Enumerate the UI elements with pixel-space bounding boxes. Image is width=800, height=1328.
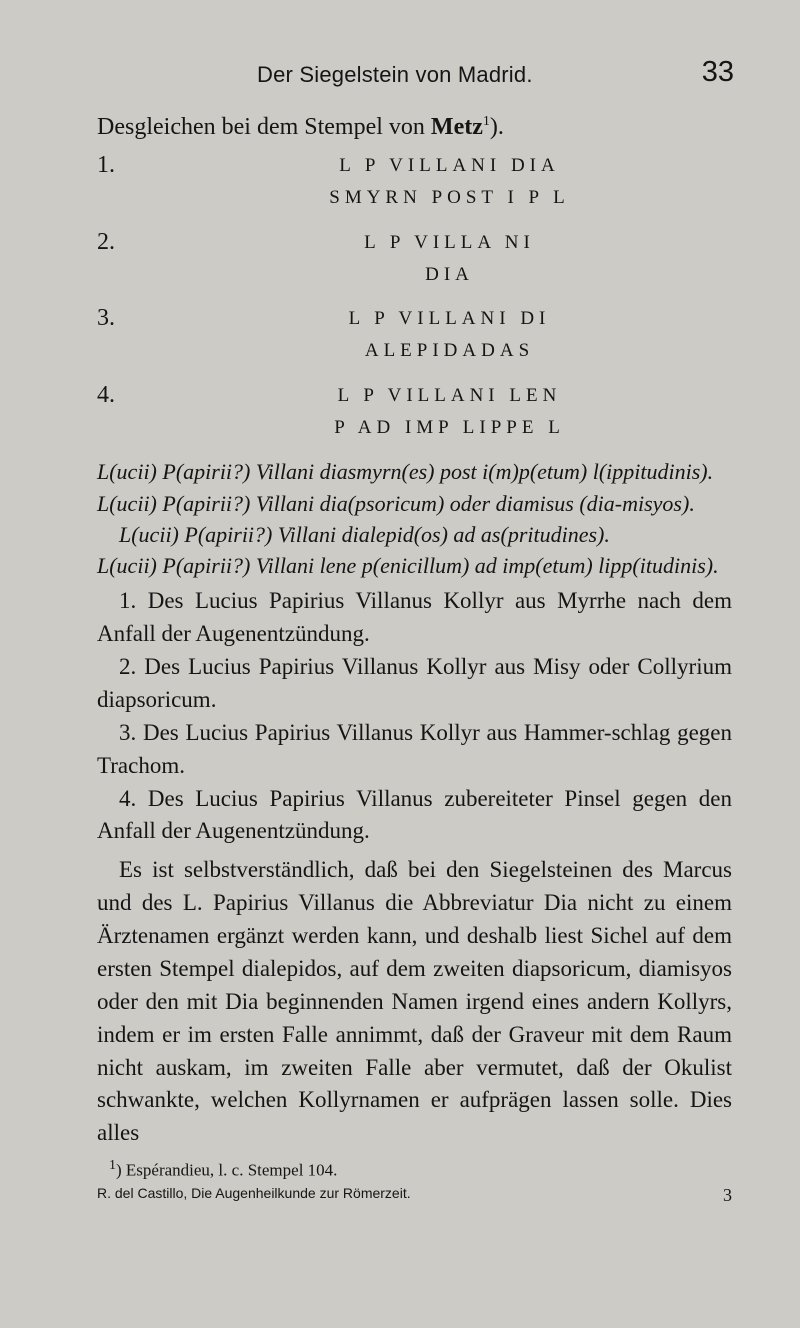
page-number: 33 xyxy=(701,56,734,88)
stamp-inscription-line: L P VILLANI DI xyxy=(348,308,551,330)
header-title: Der Siegelstein von Madrid. xyxy=(257,62,533,87)
translation-item: 3. Des Lucius Papirius Villanus Kollyr aus Hammer-schlag gegen Trachom. xyxy=(97,719,732,778)
footnote xyxy=(97,1158,732,1181)
latin-reading: L(ucii) P(apirii?) Villani diasmyrn(es) post i(m)p(etum) l(ippitudinis). xyxy=(97,459,714,485)
intro-bold-place: Metz xyxy=(430,114,483,140)
stamp-item xyxy=(97,150,732,215)
latin-reading: L(ucii) P(apirii?) Villani dia(psoricum) oder diamisus (dia-misyos). xyxy=(97,490,695,516)
stamp-number: 2. xyxy=(97,228,115,255)
running-header xyxy=(97,52,732,102)
stamp-inscription-line: ALEPIDADAS xyxy=(364,340,535,362)
stamp-inscription-line: L P VILLANI DIA xyxy=(339,155,560,176)
stamp-item xyxy=(97,380,732,445)
footer-imprint: R. del Castillo, Die Augenheilkunde zur Römerzeit. xyxy=(97,1184,411,1201)
stamp-inscription-line: L P VILLA NI xyxy=(364,231,535,253)
latin-readings xyxy=(97,456,732,581)
translation-item: 4. Des Lucius Papirius Villanus zubereiteter Pinsel gegen den Anfall der Augenentzündung. xyxy=(97,785,732,844)
stamp-item xyxy=(97,227,732,292)
stamp-list xyxy=(97,150,732,444)
signature-mark: 3 xyxy=(723,1184,732,1205)
stamp-number: 1. xyxy=(97,152,115,178)
footnote-mark: 1 xyxy=(109,1158,116,1174)
stamp-inscription-line: DIA xyxy=(425,263,474,285)
stamp-inscription-line: P AD IMP LIPPE L xyxy=(334,417,565,439)
latin-reading: L(ucii) P(apirii?) Villani dialepid(os) ad as(pritudines). xyxy=(119,521,610,547)
body-paragraph: Es ist selbstverständlich, daß bei den Siegelsteinen des Marcus und des L. Papirius Villanus die Abbreviatur Dia nicht zu einem Ärztenamen ergänzt werden kann, und deshalb liest Sichel auf dem ersten Stempel dialepidos, auf dem zweiten diapsoricum, diamisyos oder den mit Dia beginnenden Namen irgend eines andern Kollyrs, indem er im ersten Falle annimmt, daß der Graveur mit dem Raum nicht auskam, im zweiten Falle aber vermutet, daß der Okulist schwankte, welchen Kollyrnamen er aufprägen lassen solle. Dies alles xyxy=(97,857,732,1146)
intro-after: ). xyxy=(489,114,504,140)
translation-item: 2. Des Lucius Papirius Villanus Kollyr aus Misy oder Collyrium diapsoricum. xyxy=(97,654,732,712)
stamp-number: 4. xyxy=(97,381,115,408)
stamp-number: 3. xyxy=(97,305,115,332)
stamp-item xyxy=(97,303,732,368)
footnote-text: ) Espérandieu, l. c. Stempel 104. xyxy=(116,1160,338,1180)
german-translations xyxy=(97,585,732,848)
intro-text: Desgleichen bei dem Stempel von xyxy=(97,114,431,140)
footnote-reference: 1 xyxy=(482,114,490,129)
translation-item: 1. Des Lucius Papirius Villanus Kollyr aus Myrrhe nach dem Anfall der Augenentzündung. xyxy=(97,588,732,647)
stamp-inscription-line: L P VILLANI LEN xyxy=(337,384,562,406)
latin-reading: L(ucii) P(apirii?) Villani lene p(enicillum) ad imp(etum) lipp(itudinis). xyxy=(97,553,719,579)
intro-line xyxy=(97,112,732,142)
page-footer xyxy=(97,1184,732,1205)
stamp-inscription-line: SMYRN POST I P L xyxy=(329,187,570,209)
